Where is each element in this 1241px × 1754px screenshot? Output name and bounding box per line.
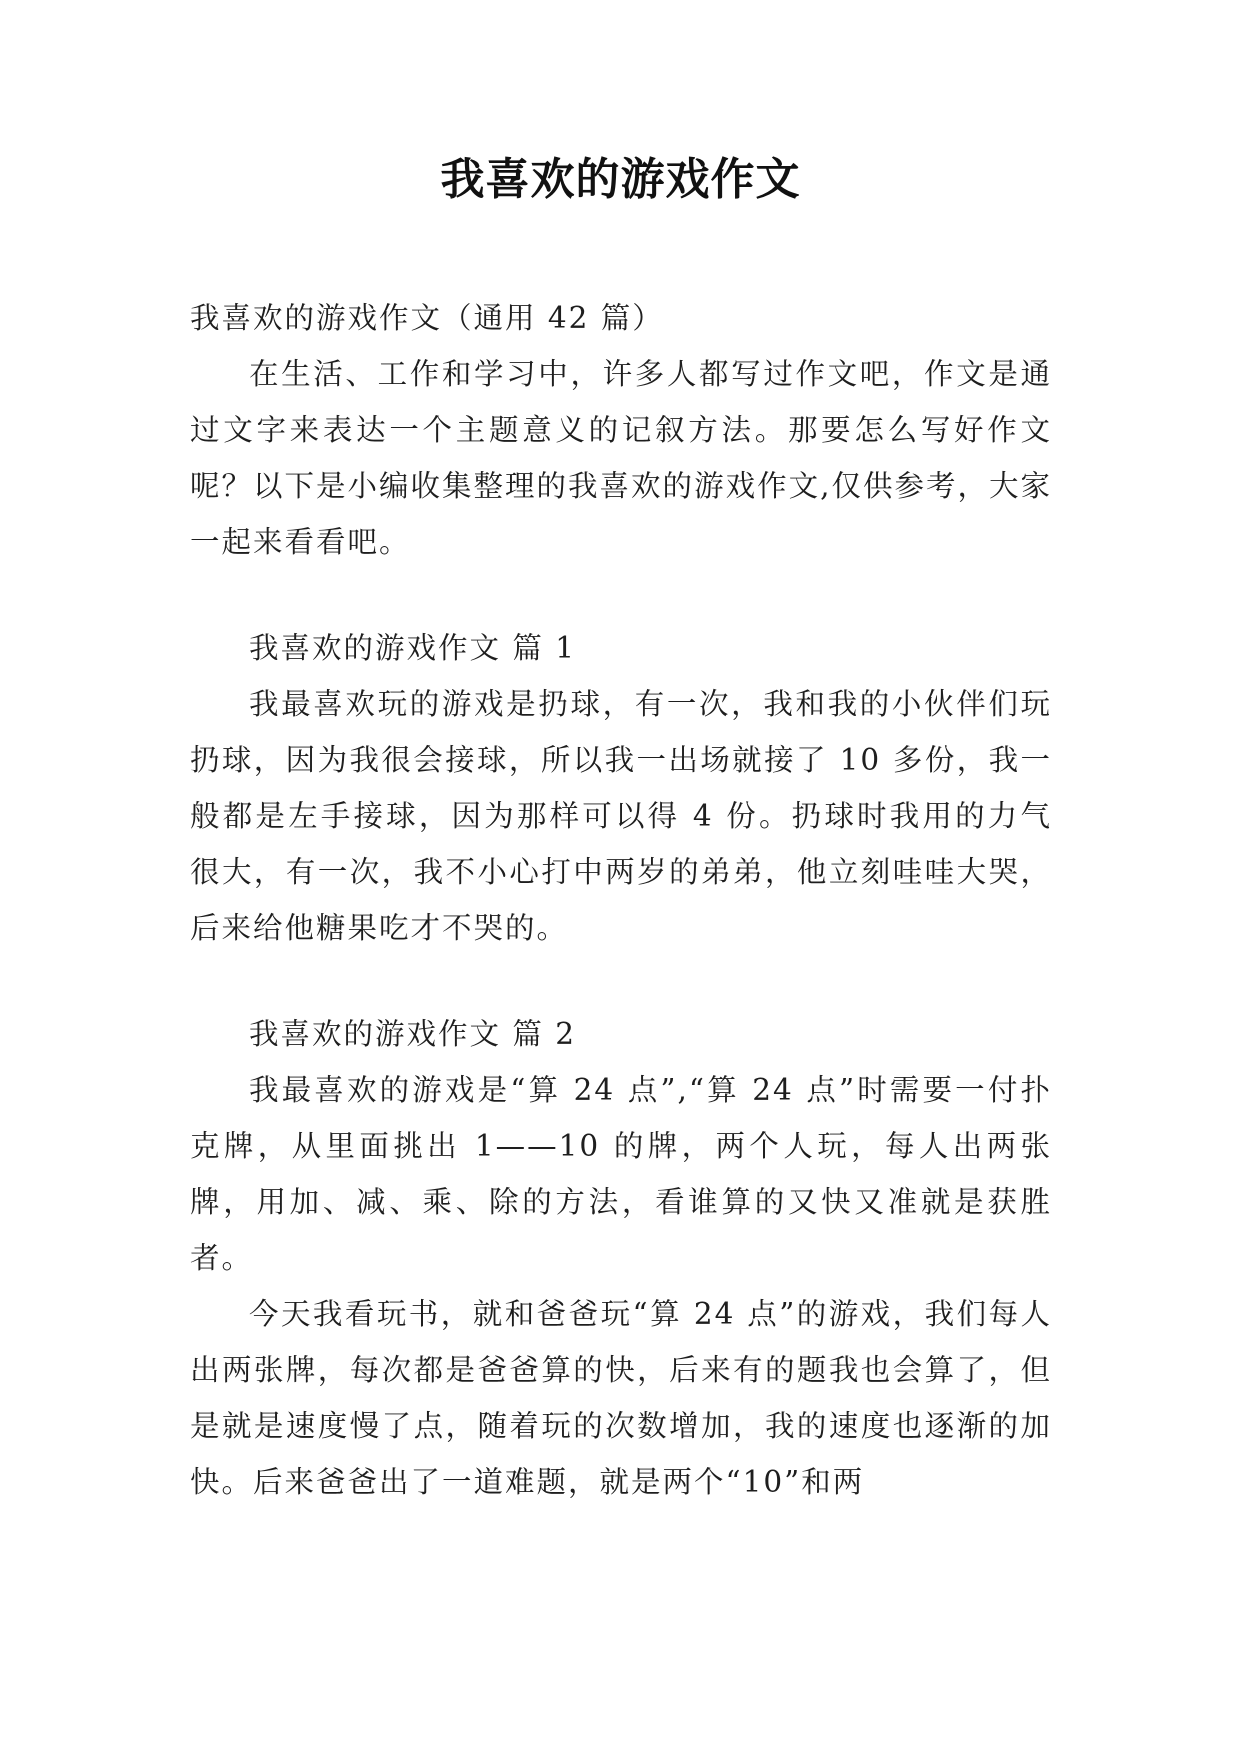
intro-paragraph: 在生活、工作和学习中，许多人都写过作文吧，作文是通过文字来表达一个主题意义的记叙方法。那要怎么写好作文呢？以下是小编收集整理的我喜欢的游戏作文,仅供参考，大家一起来看看吧。 — [190, 357, 1052, 559]
essay-2-paragraph-2: 今天我看玩书，就和爸爸玩“算 24 点”的游戏，我们每人出两张牌，每次都是爸爸算的快，后来有的题我也会算了，但是就是速度慢了点，随着玩的次数增加，我的速度也逐渐的加快。后来爸爸出了一道难题，就是两个“10”和两 — [190, 1297, 1052, 1499]
document-subtitle: 我喜欢的游戏作文（通用 42 篇） — [190, 301, 664, 335]
document-body — [190, 290, 1052, 1510]
essay-2-paragraph-1: 我最喜欢的游戏是“算 24 点”,“算 24 点”时需要一付扑克牌，从里面挑出 1——10 的牌，两个人玩，每人出两张牌，用加、减、乘、除的方法，看谁算的又快又准就是获胜者。 — [190, 1073, 1052, 1275]
essay-heading-1: 我喜欢的游戏作文 篇 1 — [249, 631, 577, 665]
essay-1-paragraph-1: 我最喜欢玩的游戏是扔球，有一次，我和我的小伙伴们玩扔球，因为我很会接球，所以我一出场就接了 10 多份，我一般都是左手接球，因为那样可以得 4 份。扔球时我用的力气很大，有一次，我不小心打中两岁的弟弟，他立刻哇哇大哭，后来给他糖果吃才不哭的。 — [190, 687, 1052, 945]
essay-heading-2: 我喜欢的游戏作文 篇 2 — [249, 1017, 577, 1051]
document-title: 我喜欢的游戏作文 — [440, 154, 801, 205]
